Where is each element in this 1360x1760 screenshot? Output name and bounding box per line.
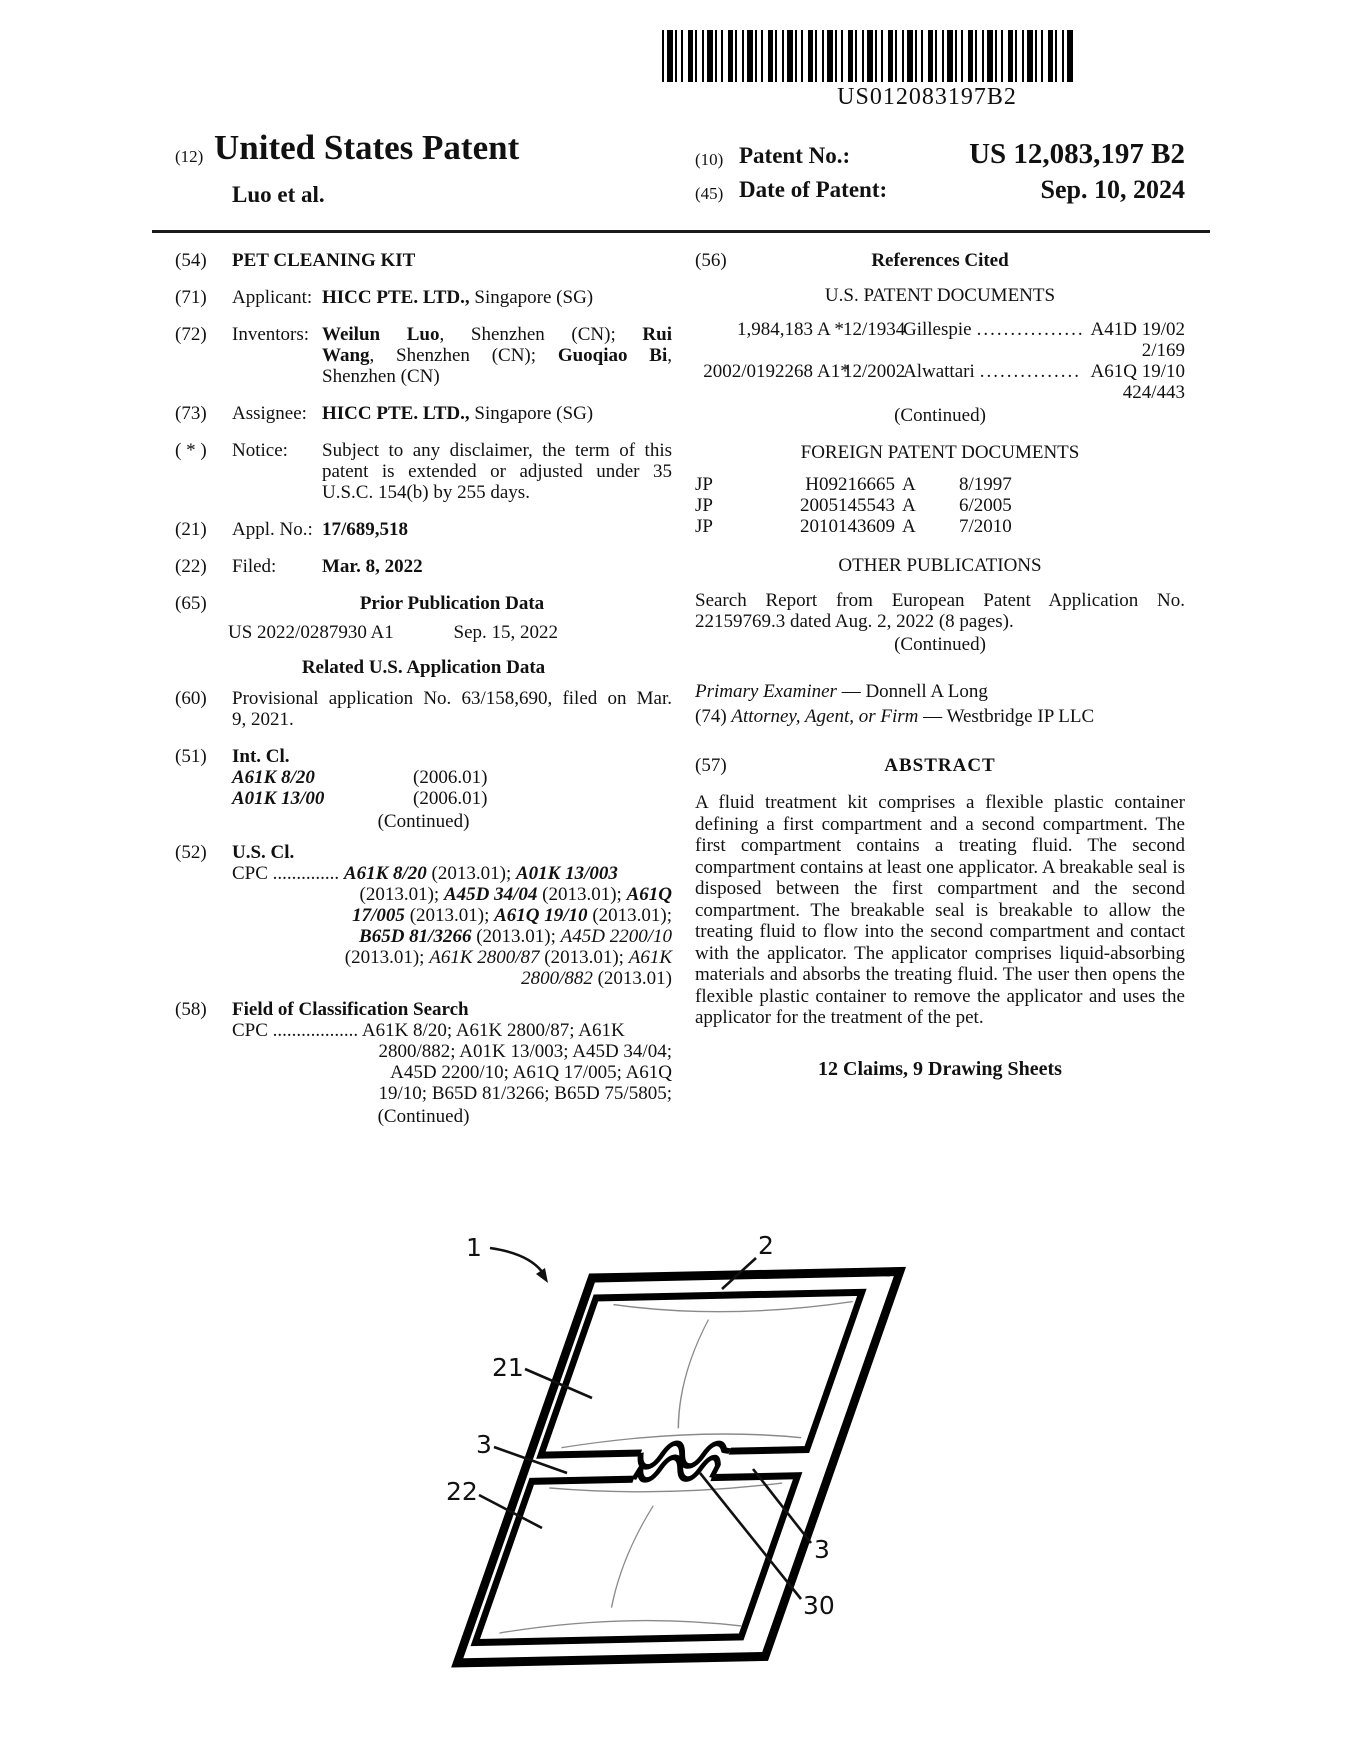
inventors-entry: [175, 324, 672, 387]
field-code-57: (57): [695, 755, 727, 776]
cpc-line: B65D 81/3266 (2013.01); A45D 2200/10: [359, 926, 672, 947]
figure-ref-21: 21: [492, 1353, 524, 1382]
application-number-entry: [175, 519, 672, 540]
notice-label: Notice:: [232, 440, 288, 461]
prior-publication-heading: Prior Publication Data: [359, 593, 545, 614]
leader-3-right: [753, 1469, 811, 1543]
classification-version: (2006.01): [413, 788, 488, 809]
ref-subclass: 2/169: [1141, 340, 1185, 361]
references-cited-heading: References Cited: [871, 250, 1009, 271]
applicant-entry: [175, 287, 672, 308]
filed-value: Mar. 8, 2022: [322, 556, 423, 577]
other-publications-text: Search Report from European Patent Application No. 22159769.3 dated Aug. 2, 2022 (8 pages).: [695, 590, 1185, 632]
inventors-line: Wang, Shenzhen (CN); Guoqiao Bi,: [322, 345, 672, 366]
continued-note: (Continued): [894, 405, 986, 426]
drawing-figure: [360, 1190, 920, 1715]
classification-code: A61K 8/20: [232, 767, 315, 788]
foreign-number: 2005145543: [800, 495, 895, 516]
field-code-21: (21): [175, 519, 207, 540]
prior-publication-entry: [175, 593, 672, 614]
filed-label: Filed:: [232, 556, 277, 577]
ref-class: A61Q 19/10: [1090, 361, 1185, 382]
prior-publication-row: [228, 622, 672, 643]
applicant-label: Applicant:: [232, 287, 313, 308]
figure-ref-30: 30: [803, 1591, 835, 1620]
ref-date: 12/1934: [843, 319, 906, 340]
references-cited-heading-row: [695, 250, 1185, 271]
arrowhead-1: [536, 1268, 548, 1283]
cpc-line: 17/005 (2013.01); A61Q 19/10 (2013.01);: [352, 905, 672, 926]
leader-arrow-1: [490, 1248, 545, 1276]
foreign-number: 2010143609: [800, 516, 895, 537]
patent-number: US 12,083,197 B2: [969, 138, 1185, 170]
foreign-patent-documents-heading: FOREIGN PATENT DOCUMENTS: [800, 442, 1080, 463]
classification-version: (2006.01): [413, 767, 488, 788]
field-code-73: (73): [175, 403, 207, 424]
foreign-reference-row: [695, 495, 1185, 516]
primary-examiner-line: Primary Examiner — Donnell A Long: [695, 681, 988, 702]
ref-subclass: 424/443: [1122, 382, 1185, 403]
us-cl-heading: U.S. Cl.: [232, 842, 295, 863]
continued-note: (Continued): [894, 634, 986, 655]
country-code: JP: [695, 516, 713, 537]
notice-entry: [175, 440, 672, 503]
ref-date: 12/2002: [843, 361, 906, 382]
appl-no-label: Appl. No.:: [232, 519, 313, 540]
ref-class: A41D 19/02: [1090, 319, 1185, 340]
figure-ref-3-left: 3: [476, 1430, 492, 1459]
continued-note: (Continued): [377, 1106, 470, 1127]
first-compartment-outline: [541, 1292, 862, 1455]
field-code-60: (60): [175, 688, 207, 709]
field-code-65: (65): [175, 593, 207, 614]
foreign-kind: A: [902, 516, 916, 537]
int-cl-row: [175, 767, 672, 788]
us-reference-row: [695, 361, 1185, 382]
field-code-72: (72): [175, 324, 207, 345]
search-cpc-line: A45D 2200/10; A61Q 17/005; A61Q: [390, 1062, 672, 1083]
field-code-54: (54): [175, 250, 207, 271]
ref-number: 2002/0192268: [703, 361, 813, 382]
applicant-value: HICC PTE. LTD., Singapore (SG): [322, 287, 594, 308]
ref-kind: A *: [817, 319, 844, 340]
ref-kind: A1*: [817, 361, 850, 382]
provisional-value: [232, 688, 672, 730]
inventor-short-line: Luo et al.: [232, 182, 325, 207]
provisional-entry: [175, 688, 672, 730]
foreign-kind: A: [902, 495, 916, 516]
cpc-line: 2800/882 (2013.01): [521, 968, 672, 989]
invention-title: PET CLEANING KIT: [232, 250, 416, 271]
left-column: [175, 250, 672, 1127]
search-cpc-line: 19/10; B65D 81/3266; B65D 75/5805;: [378, 1083, 672, 1104]
figure-ref-22: 22: [446, 1477, 478, 1506]
notice-value: [322, 440, 672, 503]
cpc-line: (2013.01); A61K 2800/87 (2013.01); A61K: [344, 947, 672, 968]
inventors-value: [322, 324, 672, 387]
field-code-52: (52): [175, 842, 207, 863]
notice-line: Subject to any disclaimer, the term of this: [322, 440, 672, 461]
filed-entry: [175, 556, 672, 577]
foreign-date: 8/1997: [959, 474, 1012, 495]
int-cl-entry: [175, 746, 672, 767]
header-rule: [152, 230, 1210, 233]
figure-ref-3-right: 3: [814, 1535, 830, 1564]
date-of-patent: Sep. 10, 2024: [1040, 175, 1185, 204]
foreign-number: H09216665: [805, 474, 895, 495]
second-compartment-outline: [475, 1476, 797, 1643]
provisional-line: 9, 2021.: [232, 709, 294, 730]
ref-name: Alwattari: [903, 361, 975, 382]
ref-name: Gillespie: [903, 319, 972, 340]
us-reference-row: [695, 319, 1185, 340]
assignee-value: HICC PTE. LTD., Singapore (SG): [322, 403, 594, 424]
search-cpc-line: CPC .................. A61K 8/20; A61K 2800/87; A61K: [232, 1020, 625, 1041]
us-cl-entry: [175, 842, 672, 863]
continued-note: (Continued): [377, 811, 470, 832]
barcode-number: US012083197B2: [837, 84, 1017, 110]
field-code-51: (51): [175, 746, 207, 767]
search-cpc-line: 2800/882; A01K 13/003; A45D 34/04;: [378, 1041, 672, 1062]
publication-date: Sep. 15, 2022: [453, 622, 558, 643]
field-code-22: (22): [175, 556, 207, 577]
foreign-reference-row: [695, 474, 1185, 495]
figure-ref-2: 2: [758, 1231, 774, 1260]
notice-line: U.S.C. 154(b) by 255 days.: [322, 482, 530, 503]
barcode-image: [662, 30, 1073, 82]
abstract-heading: ABSTRACT: [884, 755, 996, 776]
appl-no-value: 17/689,518: [322, 519, 409, 540]
code-45: (45): [695, 184, 724, 203]
leader-30: [700, 1473, 801, 1599]
claims-drawing-note: 12 Claims, 9 Drawing Sheets: [818, 1057, 1062, 1080]
field-code-56: (56): [695, 250, 727, 271]
field-search-heading: Field of Classification Search: [232, 999, 469, 1020]
ref-number: 1,984,183: [737, 319, 813, 340]
attorney-line: (74) Attorney, Agent, or Firm — Westbridge IP LLC: [695, 706, 1095, 727]
int-cl-heading: Int. Cl.: [232, 746, 290, 767]
foreign-date: 6/2005: [959, 495, 1012, 516]
inventors-label: Inventors:: [232, 324, 310, 345]
inventors-line: Shenzhen (CN): [322, 366, 440, 387]
assignee-entry: [175, 403, 672, 424]
classification-code: A01K 13/00: [232, 788, 325, 809]
figure-ref-1: 1: [466, 1233, 482, 1262]
country-code: JP: [695, 474, 713, 495]
field-code-58: (58): [175, 999, 207, 1020]
kind-code-12: (12): [175, 147, 204, 166]
date-of-patent-label: Date of Patent:: [739, 177, 888, 202]
foreign-kind: A: [902, 474, 916, 495]
pouch-drawing: [360, 1190, 920, 1710]
provisional-line: Provisional application No. 63/158,690, filed on Mar.: [232, 688, 672, 709]
title-entry: [175, 250, 672, 271]
field-code-star: ( * ): [175, 440, 207, 461]
ref-dots: ...............: [979, 361, 1082, 382]
right-column: [695, 250, 1185, 1080]
patent-no-label: Patent No.:: [739, 143, 851, 168]
ref-dots: ................: [976, 319, 1085, 340]
inventors-line: Weilun Luo, Shenzhen (CN); Rui: [322, 324, 672, 345]
field-search-entry: [175, 999, 672, 1020]
examiner-block: [695, 681, 1185, 727]
cpc-line: CPC .............. A61K 8/20 (2013.01); A01K 13/003: [232, 863, 618, 884]
foreign-date: 7/2010: [959, 516, 1012, 537]
notice-line: patent is extended or adjusted under 35: [322, 461, 672, 482]
code-10: (10): [695, 150, 724, 169]
foreign-reference-row: [695, 516, 1185, 537]
publication-number: US 2022/0287930 A1: [228, 622, 394, 643]
related-data-heading: Related U.S. Application Data: [301, 657, 546, 678]
cpc-line: (2013.01); A45D 34/04 (2013.01); A61Q: [359, 884, 672, 905]
abstract-text: A fluid treatment kit comprises a flexible plastic container defining a first compartment and a second compartment. The first compartment contains a treating fluid. The second compartment contains at least one applicator. A breakable seal is disposed between the first compartment and the second compartment. The breakable seal is breakable to allow the treating fluid to flow into the second compartment and contact with the applicator. The applicator comprises liquid-absorbing materials and absorbs the treating fluid. The user then opens the flexible plastic container to remove the applicator and uses the applicator for the treatment of the pet.: [695, 792, 1185, 1028]
other-publications-heading: OTHER PUBLICATIONS: [838, 555, 1042, 576]
country-code: JP: [695, 495, 713, 516]
int-cl-row: [175, 788, 672, 809]
us-patent-documents-heading: U.S. PATENT DOCUMENTS: [824, 285, 1056, 306]
assignee-label: Assignee:: [232, 403, 307, 424]
document-type-title: United States Patent: [214, 128, 520, 167]
field-code-71: (71): [175, 287, 207, 308]
abstract-heading-row: [695, 755, 1185, 776]
